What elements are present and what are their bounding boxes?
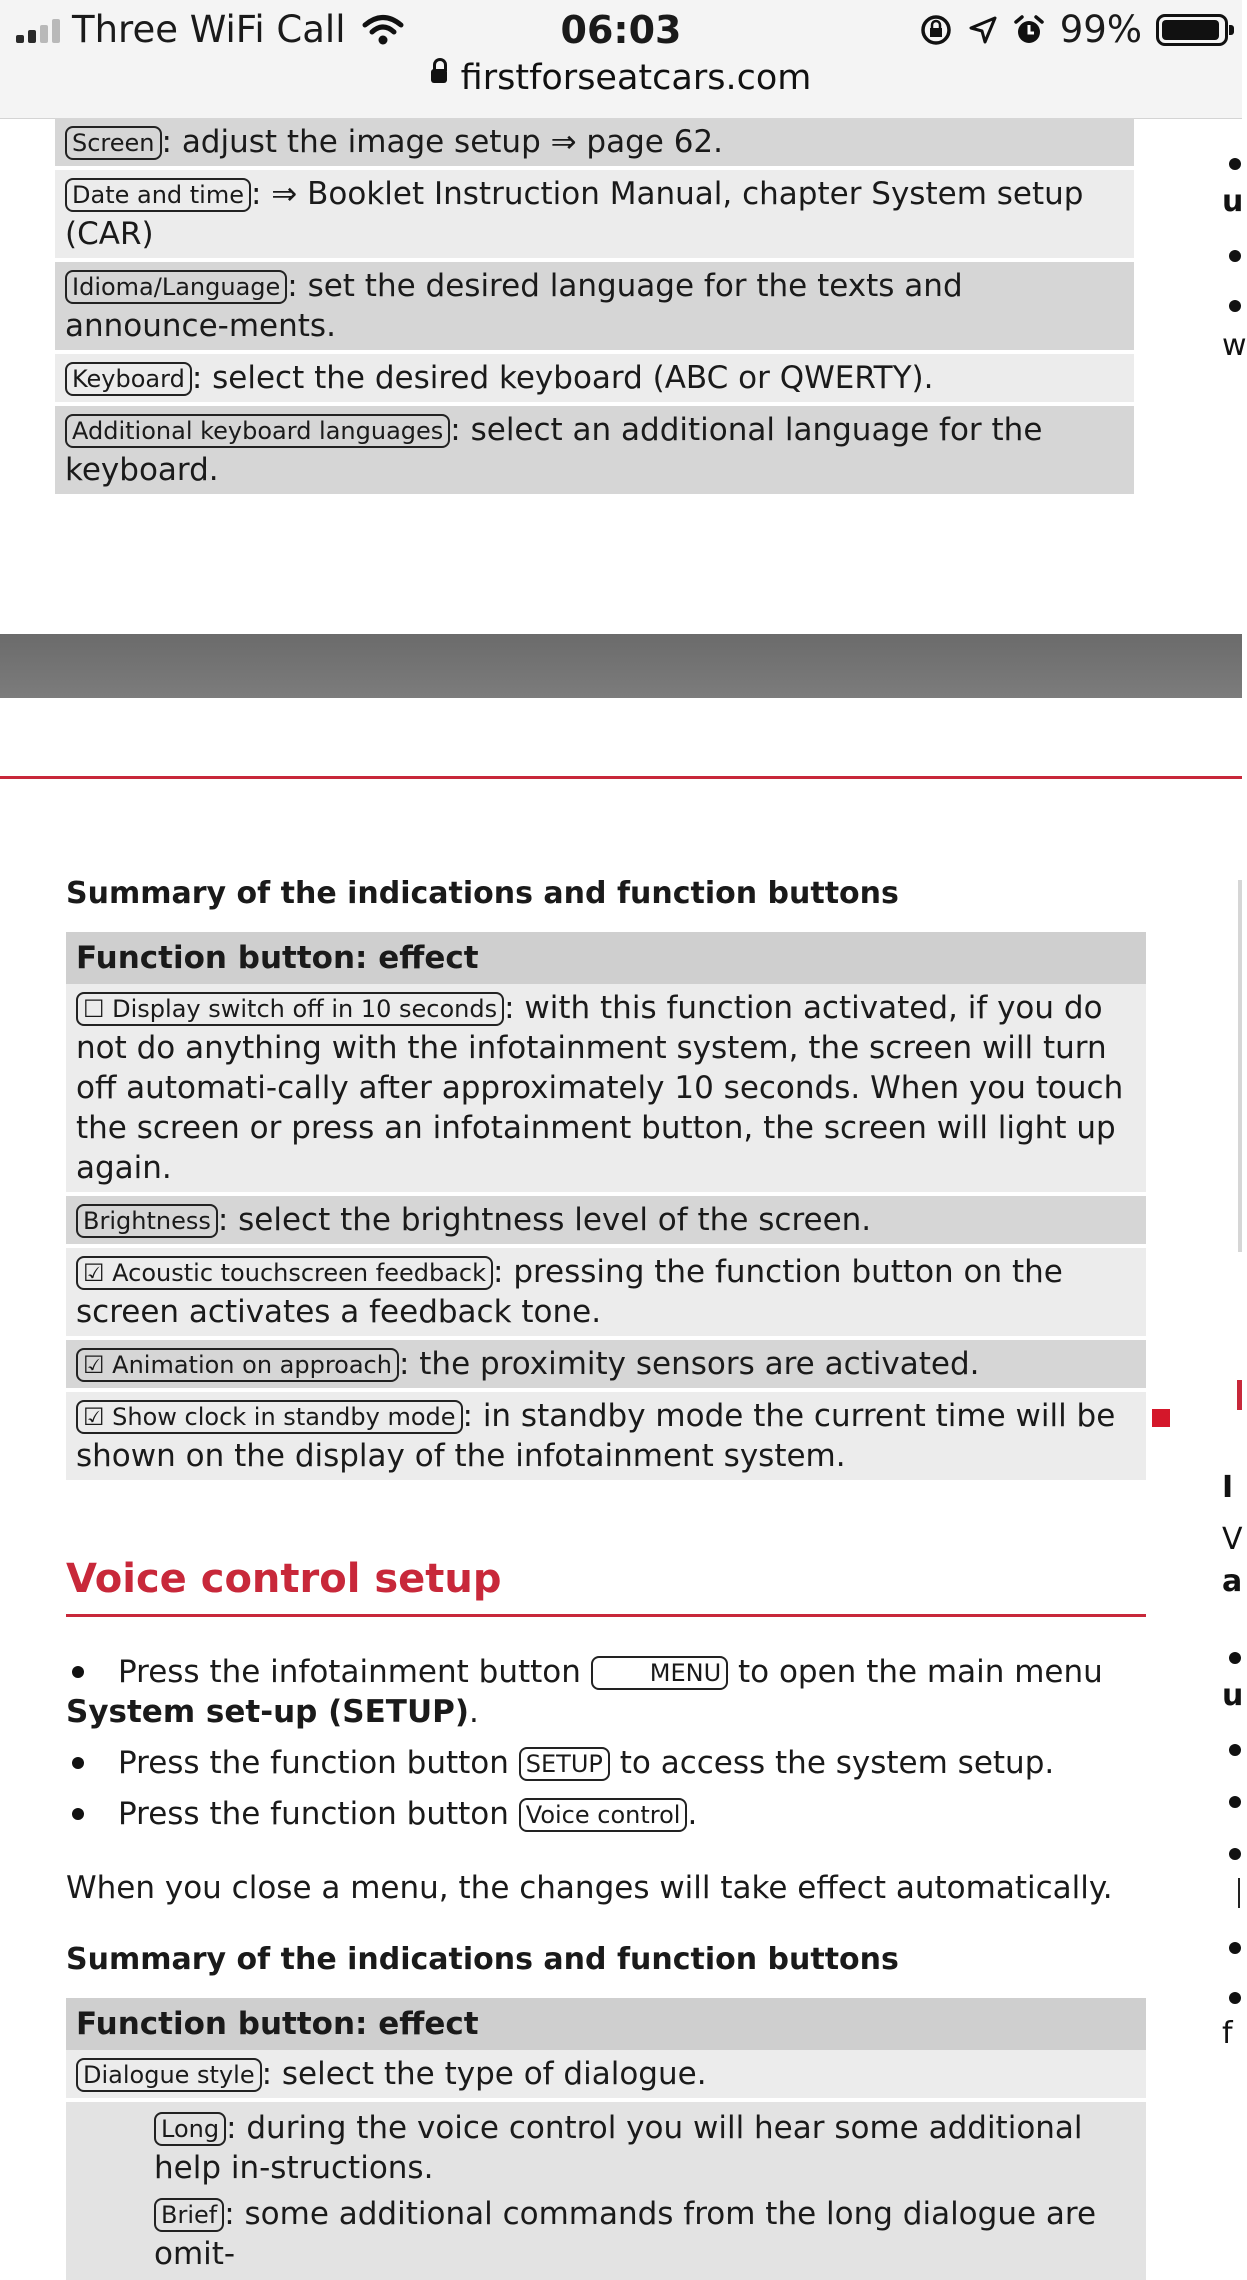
row-text: : pressing the function button on the screen activates a feedback tone. [76,1254,1063,1330]
orientation-lock-icon [918,12,954,48]
bullet-dot [1229,1942,1241,1954]
menu-path: System set-up (SETUP) [66,1694,470,1730]
bullet-dot [1229,1744,1241,1756]
function-button[interactable]: Dialogue style [76,2058,262,2092]
function-button[interactable]: Brightness [76,1204,218,1238]
bullet-dot [1229,1796,1241,1808]
function-button[interactable]: Screen [65,126,162,160]
table-subrow [66,2194,1146,2280]
page-separator-band [0,634,1242,698]
screen-summary-section [66,876,1146,1480]
table-row [55,402,1134,494]
function-button[interactable]: ☑ Show clock in standby mode [76,1400,463,1434]
function-button[interactable]: ☑ Acoustic touchscreen feedback [76,1256,493,1290]
table-row [55,166,1134,258]
table-row [66,984,1146,1192]
row-text: : the proximity sensors are activated. [398,1346,980,1382]
note-paragraph: When you close a menu, the changes will take effect automatically. [66,1870,1113,1906]
menu-button[interactable]: MENU [591,1656,728,1690]
function-button[interactable]: Additional keyboard languages [65,414,450,448]
item-text: Press the function button [118,1745,519,1781]
table-row [66,1388,1146,1480]
voice-control-button[interactable]: Voice control [519,1798,688,1832]
item-text: . [469,1694,479,1730]
clipped-heading [1237,1380,1242,1410]
bullet-dot [1229,250,1241,262]
bullet-dot [1229,1652,1241,1664]
item-text: Press the function button [118,1796,519,1832]
url-bar[interactable] [0,58,1242,98]
table-row [66,1336,1146,1388]
row-text: : in standby mode the current time will be shown on the display of the infotainment system. [76,1398,1116,1474]
row-text: : ⇒ Booklet Instruction Manual, chapter System setup (CAR) [65,176,1084,252]
function-button[interactable]: Date and time [65,178,251,212]
battery-icon [1156,14,1228,46]
list-item [66,1743,1146,1783]
url-text: firstforseatcars.com [460,58,812,98]
function-button[interactable]: ☑ Animation on approach [76,1348,399,1382]
item-text: . [687,1796,698,1832]
item-text: Press the infotainment button [118,1654,591,1690]
function-button[interactable]: Brief [154,2198,224,2232]
setup-button[interactable]: SETUP [519,1747,610,1781]
location-icon [968,15,998,45]
function-button[interactable]: Idioma/Language [65,270,287,304]
clipped-text: a [1222,1564,1243,1599]
row-text: : select the type of dialogue. [261,2056,707,2092]
bullet-dot [1229,158,1241,170]
section-title: Voice control setup [66,1556,1146,1617]
end-of-section-marker [1152,1409,1170,1427]
clipped-text: f [1222,2016,1233,2051]
table-row [66,1192,1146,1244]
clipped-table [1238,880,1242,1252]
lock-icon [431,69,447,83]
alarm-icon [1012,13,1046,47]
row-text: : select an additional language for the keyboard. [65,412,1043,488]
clipped-text: I [1222,1470,1234,1505]
row-text: : some additional commands from the long dialogue are omit- [154,2196,1097,2272]
bullet-dot [1229,300,1241,312]
clock: 06:03 [560,8,682,52]
row-text: : with this function activated, if you do not do anything with the infotainment system, the screen will turn off automati-cally after approximately 10 seconds. When you touch the screen or press an infotainment button, the screen will light up again. [76,990,1124,1186]
table-row [55,118,1134,166]
summary-heading: Summary of the indications and function buttons [66,1942,899,1977]
row-text: : set the desired language for the texts and announce-ments. [65,268,963,344]
function-button[interactable]: Long [154,2112,226,2146]
function-button[interactable]: ☐ Display switch off in 10 seconds [76,992,504,1026]
table-row [55,350,1134,402]
list-item [66,1652,1146,1732]
carrier-name: Three WiFi Call [72,8,346,51]
row-text: : during the voice control you will hear some additional help in-structions. [154,2110,1083,2186]
row-text: : select the desired keyboard (ABC or QWERTY). [191,360,934,396]
item-text: to open the main menu [728,1654,1103,1690]
bullet-dot [1229,1848,1241,1860]
function-button[interactable]: Keyboard [65,362,192,396]
list-item [66,1794,1146,1834]
table-header: Function button: effect [66,932,1146,984]
bullet-dot [1229,1992,1241,2004]
table-row [66,2050,1146,2098]
row-text: : adjust the image setup ⇒ page 62. [161,124,724,160]
row-text: : select the brightness level of the screen. [217,1202,872,1238]
header-rule [0,776,1242,779]
status-icons [918,8,1228,51]
clipped-text: u [1222,184,1244,219]
summary-heading: Summary of the indications and function buttons [66,876,899,911]
table-row [55,258,1134,350]
clipped-text: w [1222,328,1247,363]
item-text: to access the system setup. [609,1745,1055,1781]
table-subrow [66,2098,1146,2194]
display-settings-table [55,118,1134,494]
clipped-button [1238,1878,1244,1908]
clipped-text: u [1222,1678,1244,1713]
clipped-text: V [1222,1522,1243,1557]
table-header: Function button: effect [66,1998,1146,2050]
table-row [66,1244,1146,1336]
status-bar [0,0,1242,119]
voice-summary-section [66,1942,1146,2280]
battery-percent: 99% [1059,8,1142,51]
instruction-list [66,1652,1146,1845]
